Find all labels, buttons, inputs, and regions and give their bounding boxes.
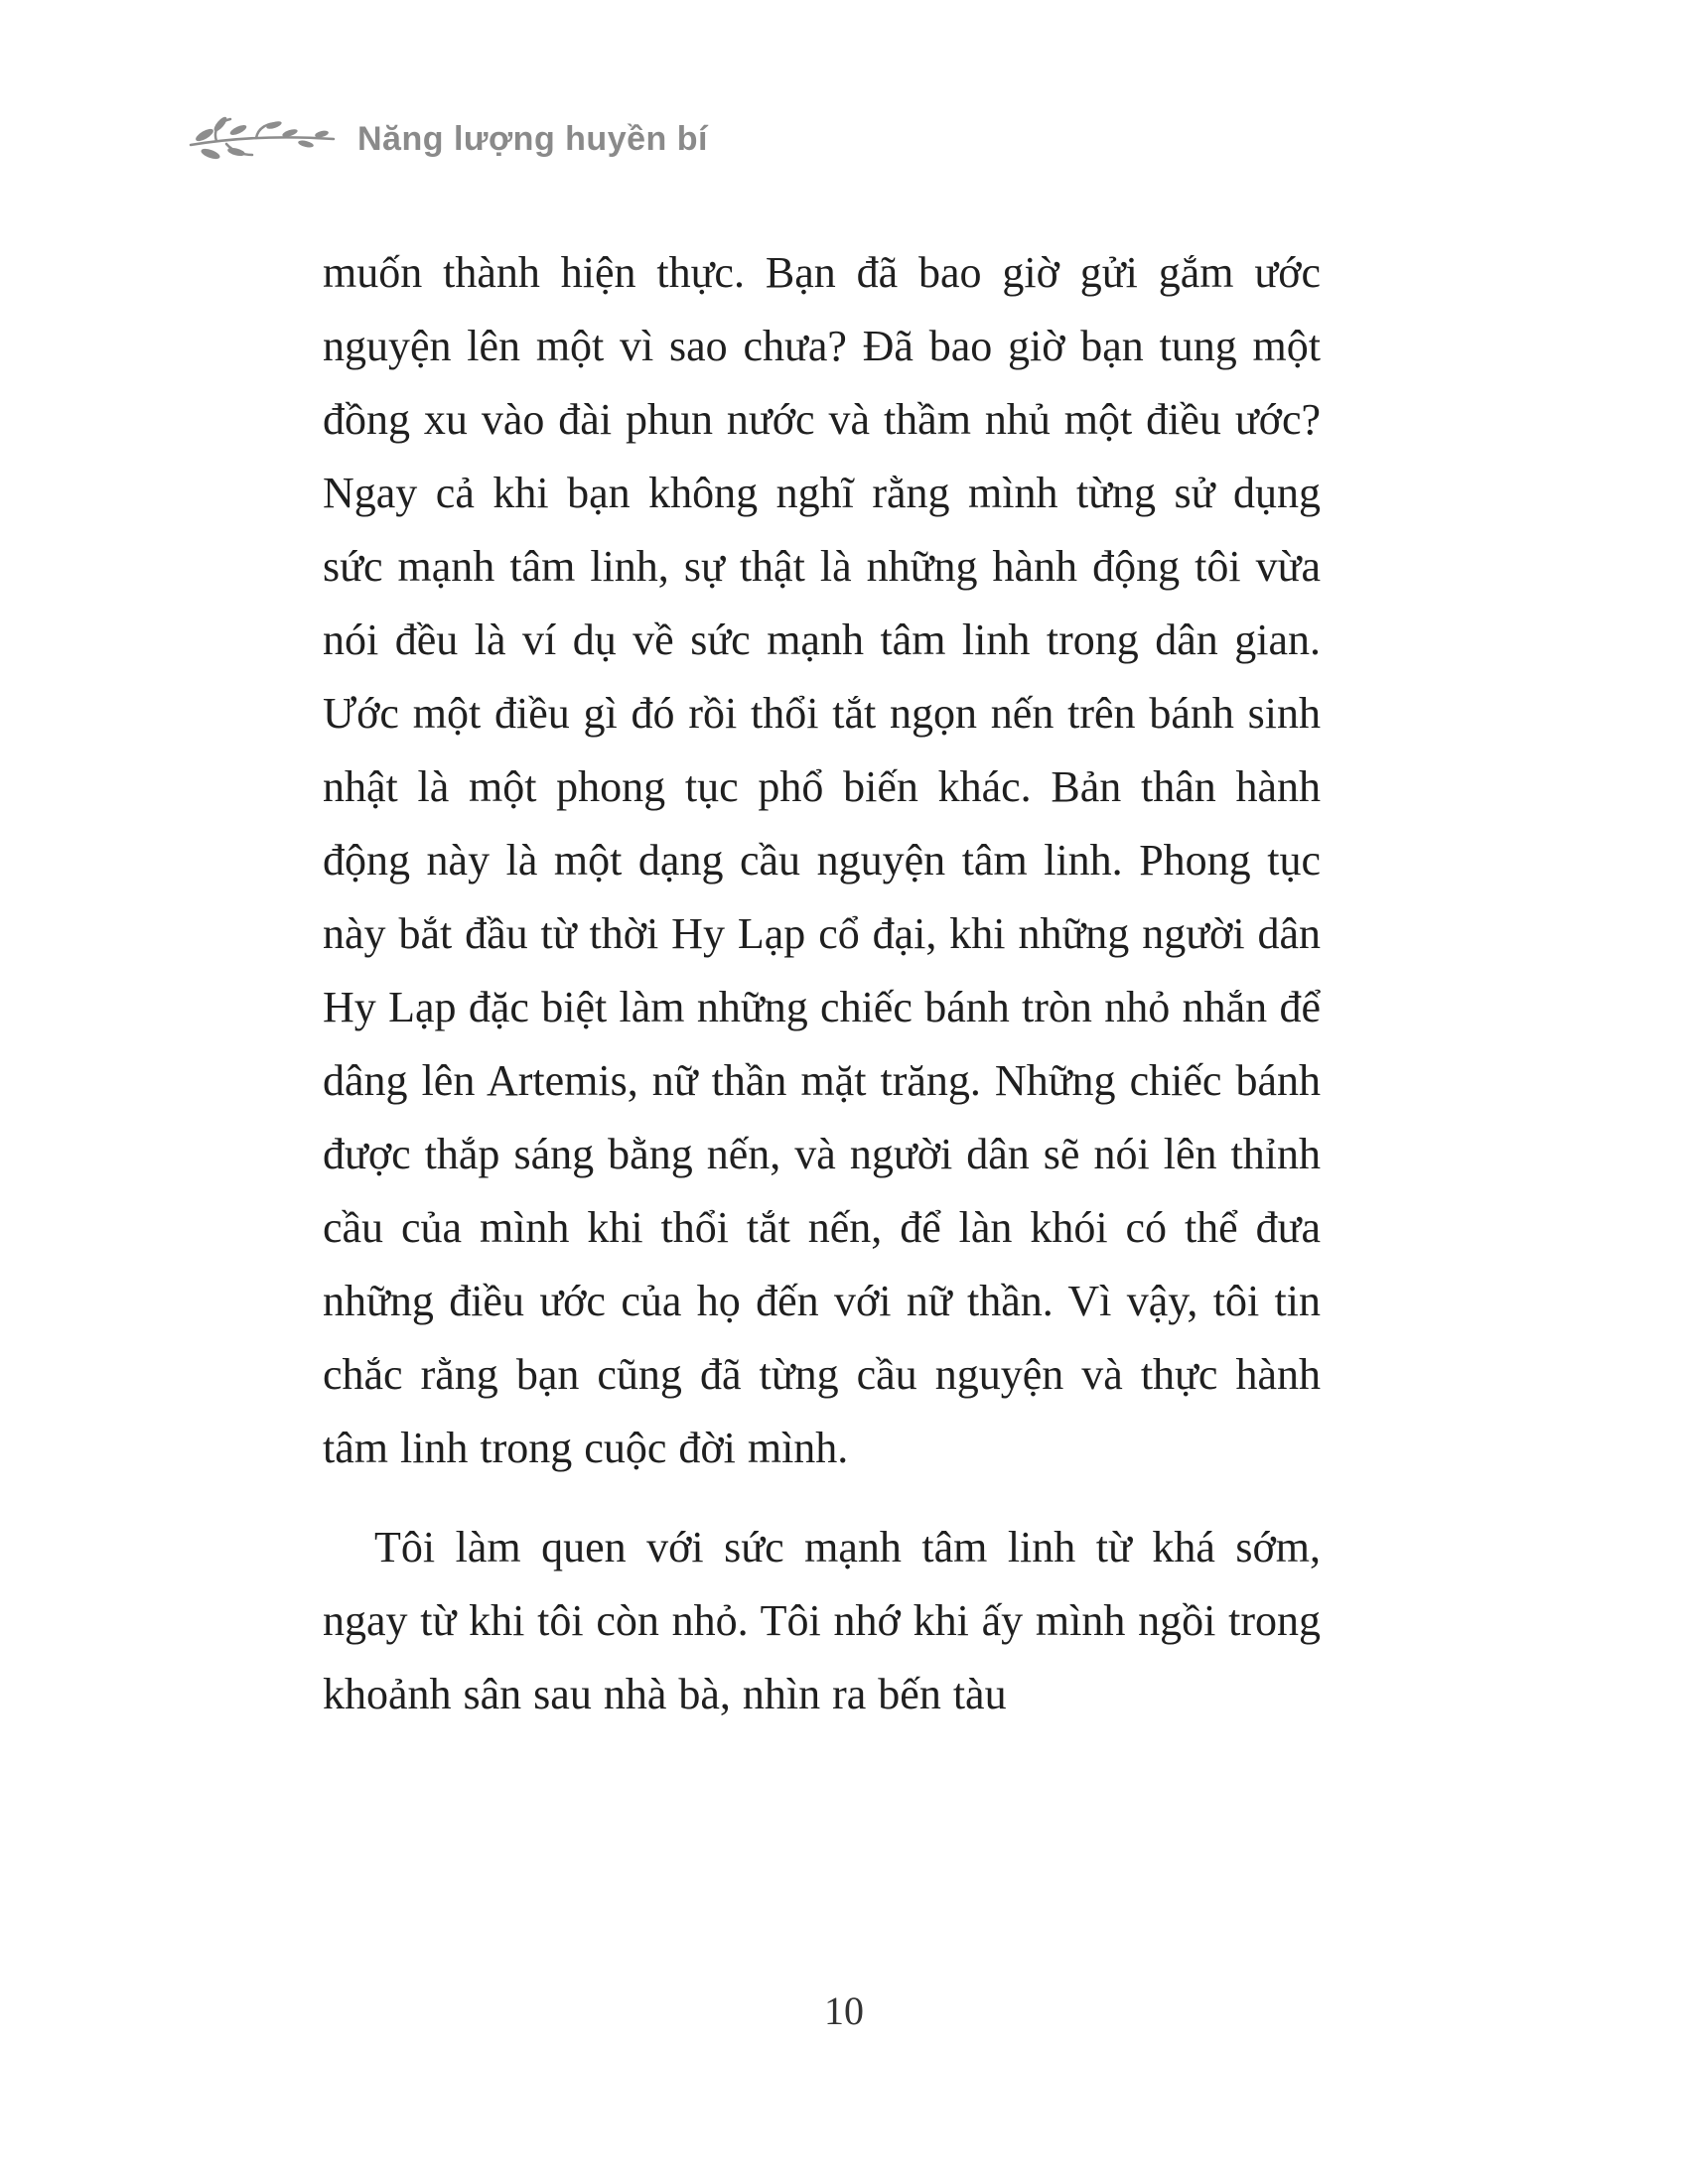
running-header-title: Năng lượng huyền bí: [357, 119, 708, 158]
branch-sprig-icon: [187, 111, 338, 167]
paragraph-continued: muốn thành hiện thực. Bạn đã bao giờ gửi gắm ước nguyện lên một vì sao chưa? Đã bao giờ bạn tung một đồng xu vào đài phun nước và thầm nhủ một điều ước? Ngay cả khi bạn không nghĩ rằng mình từng sử dụng sức mạnh tâm linh, sự thật là những hành động tôi vừa nói đều là ví dụ về sức mạnh tâm linh trong dân gian. Ước một điều gì đó rồi thổi tắt ngọn nến trên bánh sinh nhật là một phong tục phổ biến khác. Bản thân hành động này là một dạng cầu nguyện tâm linh. Phong tục này bắt đầu từ thời Hy Lạp cổ đại, khi những người dân Hy Lạp đặc biệt làm những chiếc bánh tròn nhỏ nhắn để dâng lên Artemis, nữ thần mặt trăng. Những chiếc bánh được thắp sáng bằng nến, và người dân sẽ nói lên thỉnh cầu của mình khi thổi tắt nến, để làn khói có thể đưa những điều ước của họ đến với nữ thần. Vì vậy, tôi tin chắc rằng bạn cũng đã từng cầu nguyện và thực hành tâm linh trong cuộc đời mình.: [323, 248, 1321, 1472]
page-body: [323, 236, 1321, 1731]
page-footer: [0, 1987, 1688, 2034]
running-header: [187, 111, 708, 167]
page-number: 10: [824, 1988, 864, 2033]
paragraph: Tôi làm quen với sức mạnh tâm linh từ khá sớm, ngay từ khi tôi còn nhỏ. Tôi nhớ khi ấy mình ngồi trong khoảnh sân sau nhà bà, nhìn ra bến tàu: [323, 1523, 1321, 1718]
